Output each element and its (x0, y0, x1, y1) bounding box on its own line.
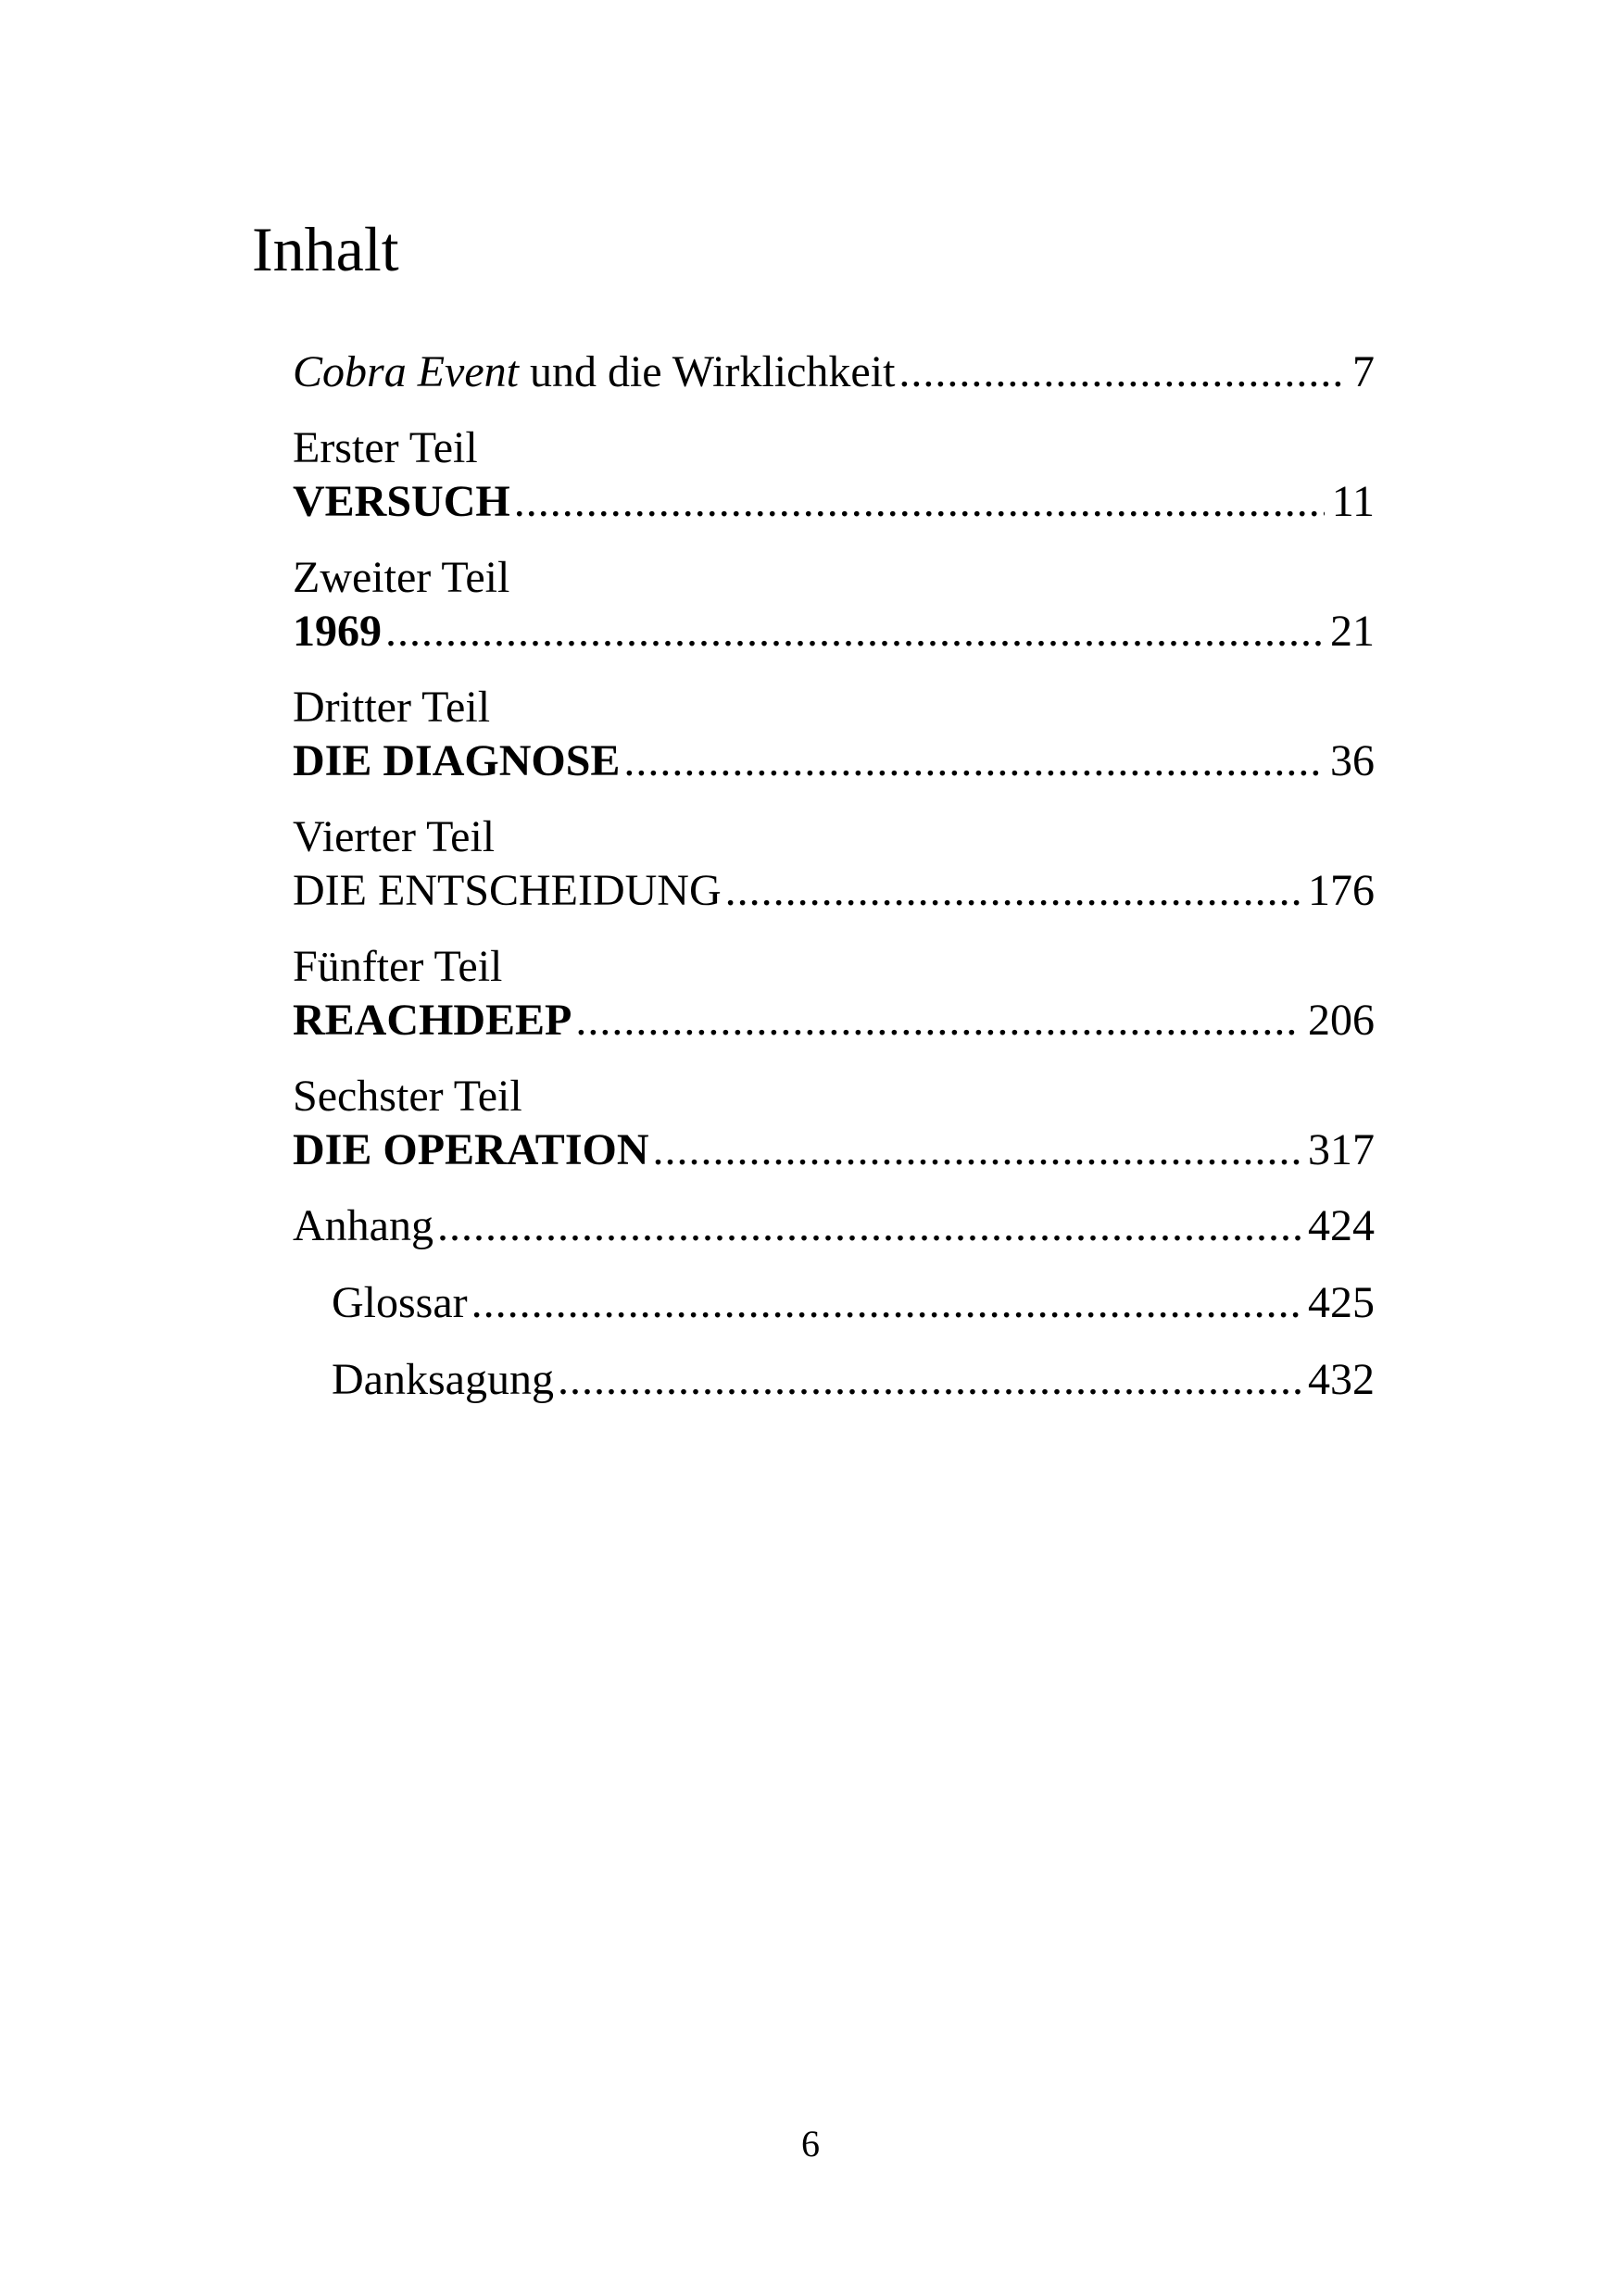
toc-entry-appendix (293, 1201, 1375, 1250)
toc-entry-title: Anhang (293, 1201, 434, 1250)
toc-entry-title: 1969 (293, 607, 382, 656)
toc-page-number: 432 (1308, 1355, 1375, 1404)
toc-entry-glossary (332, 1278, 1375, 1327)
toc-entry-acknowledgements (332, 1355, 1375, 1404)
toc-entry-intro (293, 347, 1375, 396)
part-label: Fünfter Teil (293, 942, 503, 991)
toc-entry-part (293, 609, 1375, 654)
toc-entry-title: VERSUCH (293, 477, 510, 526)
toc-page-number: 11 (1331, 477, 1375, 526)
toc-entry-part (293, 736, 1375, 785)
toc-page-number: 206 (1308, 996, 1375, 1045)
dot-leader (725, 869, 1301, 913)
toc-entry-title: DIE OPERATION (293, 1125, 649, 1174)
toc-entry-part (293, 1125, 1375, 1174)
toc-page-number: 424 (1308, 1201, 1375, 1250)
toc-page-number: 7 (1352, 347, 1375, 396)
part-label: Vierter Teil (293, 812, 496, 861)
dot-leader (898, 350, 1345, 395)
part-label: Erster Teil (293, 423, 478, 472)
dot-leader (385, 609, 1323, 654)
toc-page-number: 176 (1308, 866, 1375, 915)
toc-entry-title: Danksagung (332, 1355, 554, 1404)
part-label: Sechster Teil (293, 1072, 522, 1121)
page-number: 6 (801, 2123, 820, 2164)
toc-entry-title: DIE ENTSCHEIDUNG (293, 866, 722, 915)
dot-leader (558, 1358, 1301, 1402)
toc-page-number: 21 (1330, 607, 1375, 656)
dot-leader (437, 1204, 1301, 1248)
toc-entry-title: REACHDEEP (293, 996, 572, 1045)
toc-page-number: 36 (1330, 736, 1375, 785)
toc-entry-title (293, 347, 896, 396)
toc-page-number: 317 (1308, 1125, 1375, 1174)
toc-page-number: 425 (1308, 1278, 1375, 1327)
toc-entry-title-rest: und die Wirklichkeit (518, 347, 896, 396)
dot-leader (514, 480, 1325, 524)
dot-leader (471, 1281, 1301, 1325)
dot-leader (653, 1128, 1301, 1173)
toc-entry-part (293, 998, 1375, 1043)
toc-entry-part (293, 477, 1375, 526)
part-label: Zweiter Teil (293, 553, 510, 602)
toc-entry-title-italic: Cobra Event (293, 347, 519, 396)
dot-leader (623, 739, 1323, 784)
dot-leader (575, 998, 1301, 1043)
toc-entry-title: DIE DIAGNOSE (293, 736, 621, 785)
toc-entry-part (293, 866, 1375, 915)
toc-entry-title: Glossar (332, 1278, 468, 1327)
part-label: Dritter Teil (293, 683, 491, 732)
page-title: Inhalt (252, 214, 399, 284)
